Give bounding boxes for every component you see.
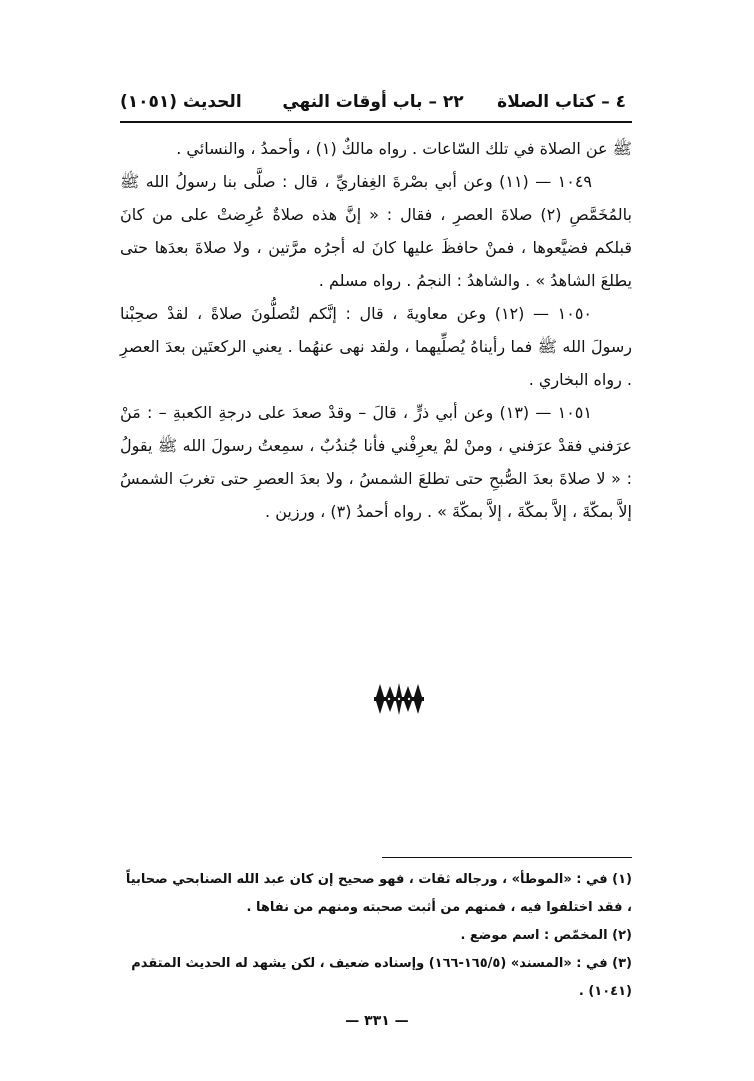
page-number: — ٣٣١ —	[345, 1013, 409, 1029]
header-chapter-title: ٢٢ – باب أوقات النهي	[282, 92, 464, 112]
main-text	[120, 132, 632, 528]
footnote-1: (١) في : «الموطأ» ، ورجاله ثقات ، فهو صحيح إن كان عبد الله الصنابحي صحابياً ، فقد اختلفوا فيه ، فمنهم من أثبت صحبته ومنهم من نفاها .	[125, 872, 632, 915]
text-paragraph: ﷺ عن الصلاة في تلك السّاعات . رواه مالكٌ (١) ، وأحمدُ ، والنسائي .	[176, 139, 632, 158]
hadith-1050: ١٠٥٠ — (١٢) وعن معاويةَ ، قال : إنَّكم لتُصلُّونَ صلاةً ، لقدْ صحِبْنا رسولَ الله ﷺ فما رأيناهُ يُصلِّيهما ، ولقد نهى عنهُما . يعني الركعتَين بعدَ العصرِ . رواه البخاري .	[120, 304, 632, 389]
footnote-3: (٣) في : «المسند» (١٦٥/٥-١٦٦) وإسناده ضعيف ، لكن يشهد له الحديث المتقدم (١٠٤١) .	[131, 956, 632, 999]
header-book-title: ٤ – كتاب الصلاة	[497, 92, 626, 112]
footnotes	[120, 866, 632, 1006]
header-hadith-reference: الحديث (١٠٥١)	[120, 92, 242, 112]
hadith-1049: ١٠٤٩ — (١١) وعن أبي بصْرةَ الغِفاريِّ ، قال : صلَّى بنا رسولُ الله ﷺ بالمُخَمَّصِ (٢) صلاةَ العصرِ ، فقال : « إنَّ هذه صلاةٌ عُرِضتْ على من كانَ قبلكم فضيَّعوها ، فمنْ حافظَ عليها كانَ له أجرُه مرَّتين ، ولا صلاةَ بعدَها حتى يطلعَ الشاهدُ » . والشاهدُ : النجمُ . رواه مسلم .	[120, 172, 632, 290]
header-rule	[120, 121, 632, 123]
hadith-1051: ١٠٥١ — (١٣) وعن أبي ذرٍّ ، قالَ – وقدْ صعدَ على درجةِ الكعبةِ – : مَنْ عرَفني فقدْ عرَفني ، ومنْ لمْ يعرِفْني فأنا جُندُبٌ ، سمِعتُ رسولَ الله ﷺ يقولُ : « لا صلاةَ بعدَ الصُّبحِ حتى تطلعَ الشمسُ ، ولا بعدَ العصرِ حتى تغربَ الشمسُ إلاَّ بمكّةَ ، إلاَّ بمكّةَ ، إلاَّ بمكّةَ » . رواه أحمدُ (٣) ، ورزين .	[120, 403, 632, 521]
floral-divider-icon	[372, 682, 426, 716]
footnote-separator	[382, 857, 632, 858]
footnote-2: (٢) المخمّص : اسم موضع .	[460, 928, 632, 943]
running-header	[120, 82, 626, 122]
